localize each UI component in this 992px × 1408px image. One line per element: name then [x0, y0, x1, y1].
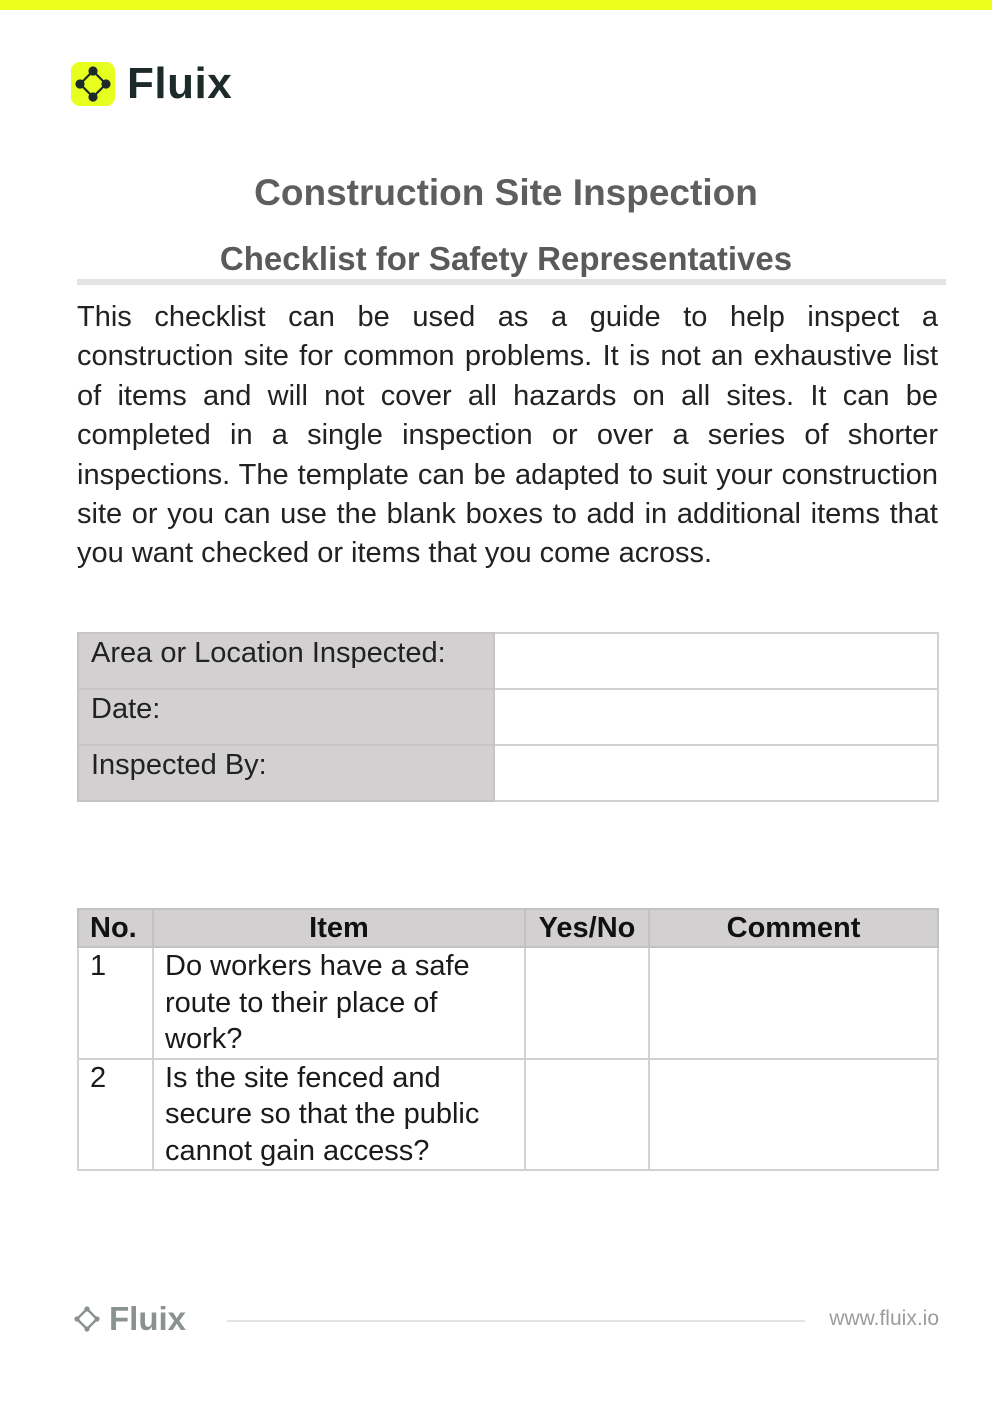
- brand-name: Fluix: [127, 59, 233, 108]
- checklist-table: [77, 908, 939, 1171]
- footer-url-link[interactable]: www.fluix.io: [829, 1307, 939, 1330]
- table-row: [78, 1059, 938, 1171]
- table-row: [78, 947, 938, 1059]
- checklist-header-row: [78, 909, 938, 947]
- info-value-date[interactable]: [494, 689, 938, 745]
- row-comment-cell[interactable]: [649, 947, 938, 1059]
- top-accent-bar: [0, 0, 992, 10]
- header-yes-no: Yes/No: [525, 909, 649, 947]
- row-yes-no-cell[interactable]: [525, 947, 649, 1059]
- fluix-logo-icon: [71, 62, 115, 106]
- info-label-inspector: Inspected By:: [78, 745, 494, 801]
- inspection-info-table: [77, 632, 939, 802]
- row-item-text: Do workers have a safe route to their place of work?: [153, 947, 525, 1059]
- document-title: Construction Site Inspection: [254, 172, 758, 213]
- header-item: Item: [153, 909, 525, 947]
- info-value-location[interactable]: [494, 633, 938, 689]
- info-row-date: [78, 689, 938, 745]
- info-label-date: Date:: [78, 689, 494, 745]
- info-value-inspector[interactable]: [494, 745, 938, 801]
- fluix-outline-icon: [73, 1305, 101, 1333]
- info-row-inspector: [78, 745, 938, 801]
- header-no: No.: [78, 909, 153, 947]
- row-number: 2: [78, 1059, 153, 1171]
- brand-logo: [71, 59, 233, 108]
- row-yes-no-cell[interactable]: [525, 1059, 649, 1171]
- footer-brand-name: Fluix: [109, 1300, 187, 1337]
- row-item-text: Is the site fenced and secure so that the public cannot gain access?: [153, 1059, 525, 1171]
- document-subtitle: Checklist for Safety Representatives: [219, 240, 793, 277]
- title-divider: [77, 279, 946, 285]
- info-label-location: Area or Location Inspected:: [78, 633, 494, 689]
- footer-logo: [73, 1302, 186, 1336]
- intro-paragraph: This checklist can be used as a guide to help inspect a construction site for common problems. It is not an exhaustive list of items and will not cover all hazards on all sites. It can be completed in a single inspection or over a series of shorter inspections. The template can be adapted to suit your construction site or you can use the blank boxes to add in additional items that you want checked or items that you come across.: [77, 301, 938, 570]
- row-comment-cell[interactable]: [649, 1059, 938, 1171]
- info-row-location: [78, 633, 938, 689]
- footer-divider: [227, 1320, 805, 1322]
- row-number: 1: [78, 947, 153, 1059]
- header-comment: Comment: [649, 909, 938, 947]
